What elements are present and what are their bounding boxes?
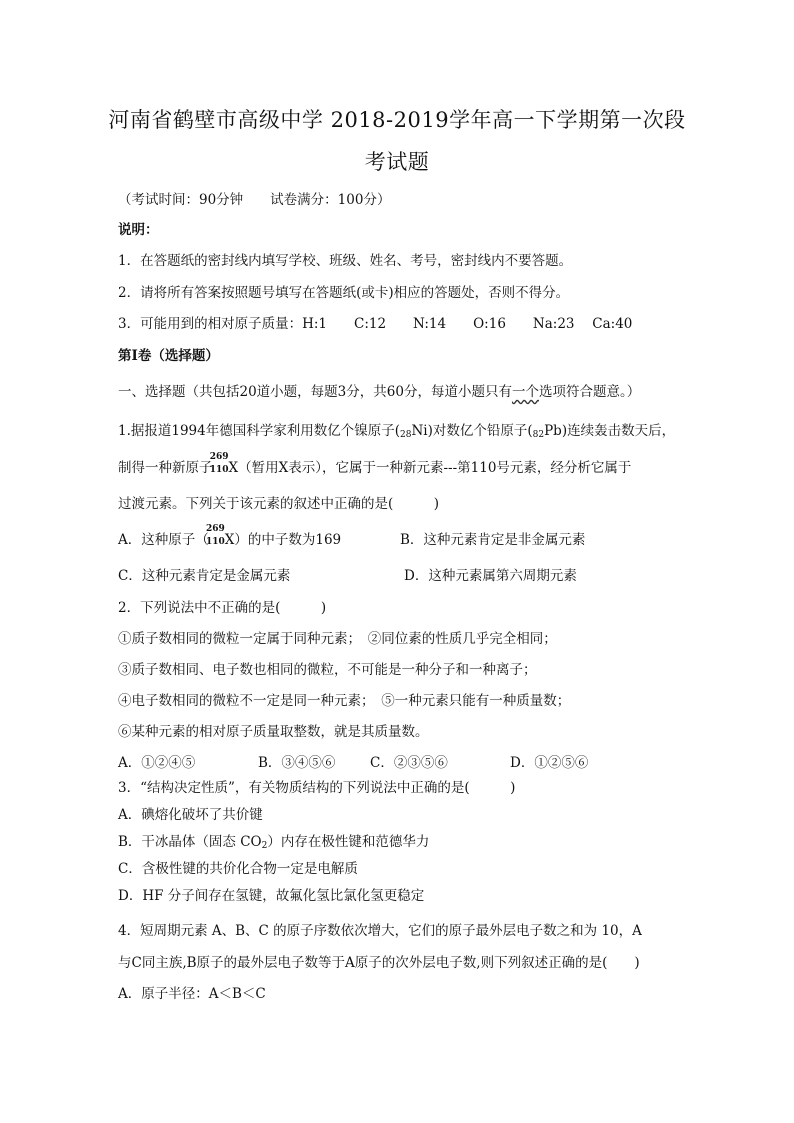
q2-option-a: A．①②④⑤ [118, 755, 196, 771]
q2-statement-3: ④电子数相同的微粒不一定是同一种元素； ⑤一种元素只能有一种质量数； [118, 693, 571, 709]
q4-line1: 4．短周期元素 A、B、C 的原子序数依次增大，它们的原子最外层电子数之和为 10，A [118, 923, 642, 939]
q1-option-a-rest: ）的中子数为169 [234, 532, 342, 548]
nuclide-atomic-number: 110 [205, 537, 225, 547]
nuclide-atomic-number: 110 [209, 465, 229, 475]
q2-statement-4: ⑥某种元素的相对原子质量取整数，就是其质量数。 [118, 724, 429, 740]
q2-option-b: B．③④⑤⑥ [258, 755, 336, 771]
q3-stem: 3．“结构决定性质”，有关物质结构的下列说法中正确的是( ) [118, 780, 516, 796]
exam-title-line1: 河南省鹤壁市高级中学 2018-2019学年高一下学期第一次段 [108, 108, 686, 132]
q2-statement-2: ③质子数相同、电子数也相同的微粒，不可能是一种分子和一种离子； [118, 662, 537, 678]
nuclide-mass-number: 269 [205, 524, 225, 534]
q1-option-a-text: A．这种原子（ [118, 532, 209, 548]
nuclide-mass-number: 269 [209, 452, 229, 462]
nuclide-symbol [209, 452, 229, 476]
q1-line3: 过渡元素。下列关于该元素的叙述中正确的是( ) [118, 496, 440, 512]
nuclide-element: X [224, 532, 235, 548]
q1-option-b: B．这种元素肯定是非金属元素 [400, 532, 586, 548]
pb-atomic-number: 82 [532, 430, 545, 440]
note-item-1: 1．在答题纸的密封线内填写学校、班级、姓名、考号，密封线内不要答题。 [118, 253, 573, 269]
section-intro-emphasis: 一个 [511, 384, 539, 400]
q1-text-d: （暂用X表示），它属于一种新元素---第110号元素，经分析它属于 [238, 460, 632, 476]
q1-text-a: 1.据报道1994年德国科学家利用数亿个镍原子( [118, 423, 401, 439]
q1-option-a [118, 524, 342, 548]
q3-option-a: A．碘熔化破坏了共价键 [118, 807, 263, 823]
q4-option-a: A．原子半径：A＜B＜C [118, 986, 266, 1002]
q3-option-b-text: B．干冰晶体（固态 CO [118, 834, 262, 850]
q1-option-d: D．这种元素属第六周期元素 [404, 568, 577, 584]
section-part-title: 第Ⅰ卷（选择题） [118, 348, 219, 364]
exam-info: （考试时间：90分钟 试卷满分：100分） [118, 192, 391, 208]
notes-heading: 说明： [118, 222, 159, 238]
q1-text-ni: Ni)对数亿个铅原子( [411, 423, 533, 439]
q2-stem: 2．下列说法中不正确的是( ) [118, 600, 327, 616]
note-item-3: 3．可能用到的相对原子质量：H:1 C:12 N:14 O:16 Na:23 Ca:40 [118, 316, 633, 332]
nuclide-symbol-option [205, 524, 225, 548]
q1-text-b: Pb)连续轰击数天后， [544, 423, 676, 439]
q3-option-b-rest: ）内存在极性键和范德华力 [267, 834, 430, 850]
q2-option-c: C．②③⑤⑥ [370, 755, 448, 771]
q3-option-d: D．HF 分子间存在氢键，故氟化氢比氯化氢更稳定 [118, 888, 425, 904]
section-intro-before: 一、选择题（共包括20道小题，每题3分，共60分，每道小题只有 [118, 384, 512, 400]
q2-option-d: D．①②⑤⑥ [510, 755, 589, 771]
q1-option-c: C．这种元素肯定是金属元素 [118, 568, 291, 584]
ni-atomic-number: 28 [400, 430, 412, 440]
q2-statement-1: ①质子数相同的微粒一定属于同种元素； ②同位素的性质几乎完全相同； [118, 631, 557, 647]
q3-option-c: C．含极性键的共价化合物一定是电解质 [118, 861, 358, 877]
q1-line2 [118, 452, 632, 476]
q1-text-c: 制得一种新原子 [118, 460, 213, 476]
q1-line1 [118, 419, 675, 440]
q3-option-b [118, 830, 429, 851]
section-intro-after: 选项符合题意。） [538, 384, 641, 400]
section-intro [118, 380, 640, 400]
q4-line2: 与C同主族,B原子的最外层电子数等于A原子的次外层电子数,则下列叙述正确的是( ) [118, 955, 640, 971]
co2-subscript: 2 [261, 841, 268, 851]
note-item-2: 2．请将所有答案按照题号填写在答题纸(或卡)相应的答题处，否则不得分。 [118, 285, 570, 301]
nuclide-element: X [228, 460, 239, 476]
exam-title-line2: 考试题 [364, 150, 430, 174]
